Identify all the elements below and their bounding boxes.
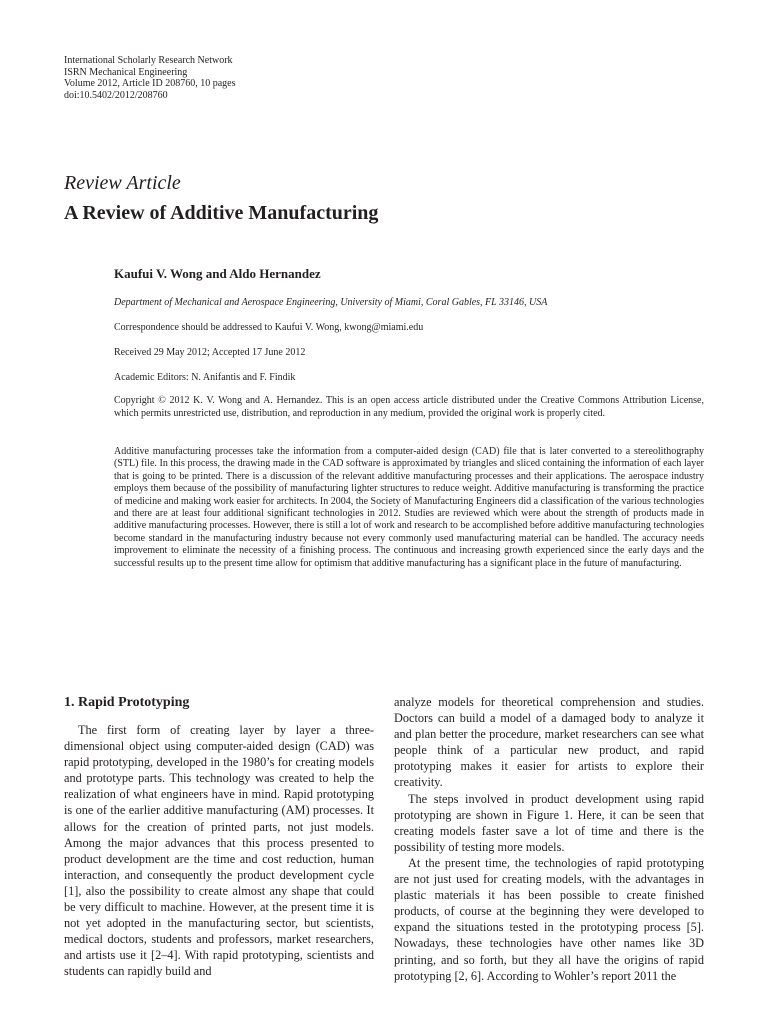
journal-name: ISRN Mechanical Engineering [64, 66, 188, 78]
correspondence-text: Correspondence should be addressed to Kaufui V. Wong, [114, 322, 345, 333]
body-paragraph: The first form of creating layer by layer a three-dimensional object using computer-aided design (CAD) was rapid prototyping, developed in the 1980’s for creating models and prototype parts. This technology was created to help the realization of what engineers have in mind. Rapid prototyping is one of the earlier additive manufacturing (AM) processes. It allows for the creation of printed parts, not just models. Among the major advances that this process presented to product development are the time and cost reduction, human interaction, and consequently the product development cycle [1], also the possibility to create almost any shape that could be very difficult to machine. However, at the present time it is not yet adopted in the manufacturing sector, but scientists, medical doctors, students and professors, market researchers, and artists use it [2–4]. With rapid prototyping, scientists and students can rapidly build and [64, 723, 374, 979]
abstract: Additive manufacturing processes take the information from a computer-aided design (CAD) file that is later converted to a stereolithography (STL) file. In this process, the drawing made in the CAD software is approximated by triangles and sliced containing the information of each layer that is going to be printed. There is a discussion of the relevant additive manufacturing processes and their applications. The aerospace industry employs them because of the possibility of manufacturing lighter structures to reduce weight. Additive manufacturing is transforming the practice of medicine and making work easier for architects. In 2004, the Society of Manufacturing Engineers did a classification of the various technologies and there are at least four additional significant technologies in 2012. Studies are reviewed which were about the strength of products made in additive manufacturing processes. However, there is still a lot of work and research to be accomplished before additive manufacturing technologies become standard in the manufacturing industry because not every commonly used manufacturing material can be handled. The accuracy needs improvement to eliminate the necessity of a finishing process. The continuous and increasing growth experienced since the early days and the successful results up to the present time allow for optimism that additive manufacturing has a significant place in the future of manufacturing. [114, 446, 704, 569]
journal-volume: Volume 2012, Article ID 208760, 10 pages [64, 78, 236, 89]
received-dates: Received 29 May 2012; Accepted 17 June 2012 [114, 347, 306, 358]
journal-network: International Scholarly Research Network [64, 55, 233, 66]
body-paragraph: analyze models for theoretical comprehension and studies. Doctors can build a model of a damaged body to analyze it and plan better the procedure, market researchers can see what people think of a particular new product, and rapid prototyping makes it easier for artists to explore their creativity. [394, 695, 704, 790]
journal-info [64, 55, 235, 101]
correspondence [114, 322, 704, 335]
academic-editors: Academic Editors: N. Anifantis and F. Findik [114, 372, 296, 383]
body-column-right [394, 694, 704, 984]
body-column-left [64, 694, 374, 980]
correspondence-email-link[interactable]: kwong@miami.edu [344, 322, 424, 333]
section-heading: 1. Rapid Prototyping [64, 695, 190, 710]
body-paragraph: The steps involved in product development using rapid prototyping are shown in Figure 1. Here, it can be seen that creating models faster save a lot of time and there is the possibility of testing more models. [394, 791, 704, 854]
author-affiliation: Department of Mechanical and Aerospace Engineering, University of Miami, Coral Gables, FL 33146, USA [114, 297, 548, 308]
body-paragraph: At the present time, the technologies of rapid prototyping are not just used for creating models, with the advantages in plastic materials it has been possible to create finished products, of course at the beginning they were developed to expand the situations tested in the prototyping process [5]. Nowadays, these technologies have other names like 3D printing, and so forth, but they all have the origins of rapid prototyping [2, 6]. According to Wohler’s report 2011 the [394, 855, 704, 983]
article-authors: Kaufui V. Wong and Aldo Hernandez [114, 266, 321, 281]
copyright-notice: Copyright © 2012 K. V. Wong and A. Hernandez. This is an open access article distributed under the Creative Commons Attribution License, which permits unrestricted use, distribution, and reproduction in any medium, provided the original work is properly cited. [114, 395, 704, 419]
article-type: Review Article [64, 172, 181, 194]
article-title: A Review of Additive Manufacturing [64, 202, 379, 224]
journal-doi: doi:10.5402/2012/208760 [64, 89, 168, 101]
